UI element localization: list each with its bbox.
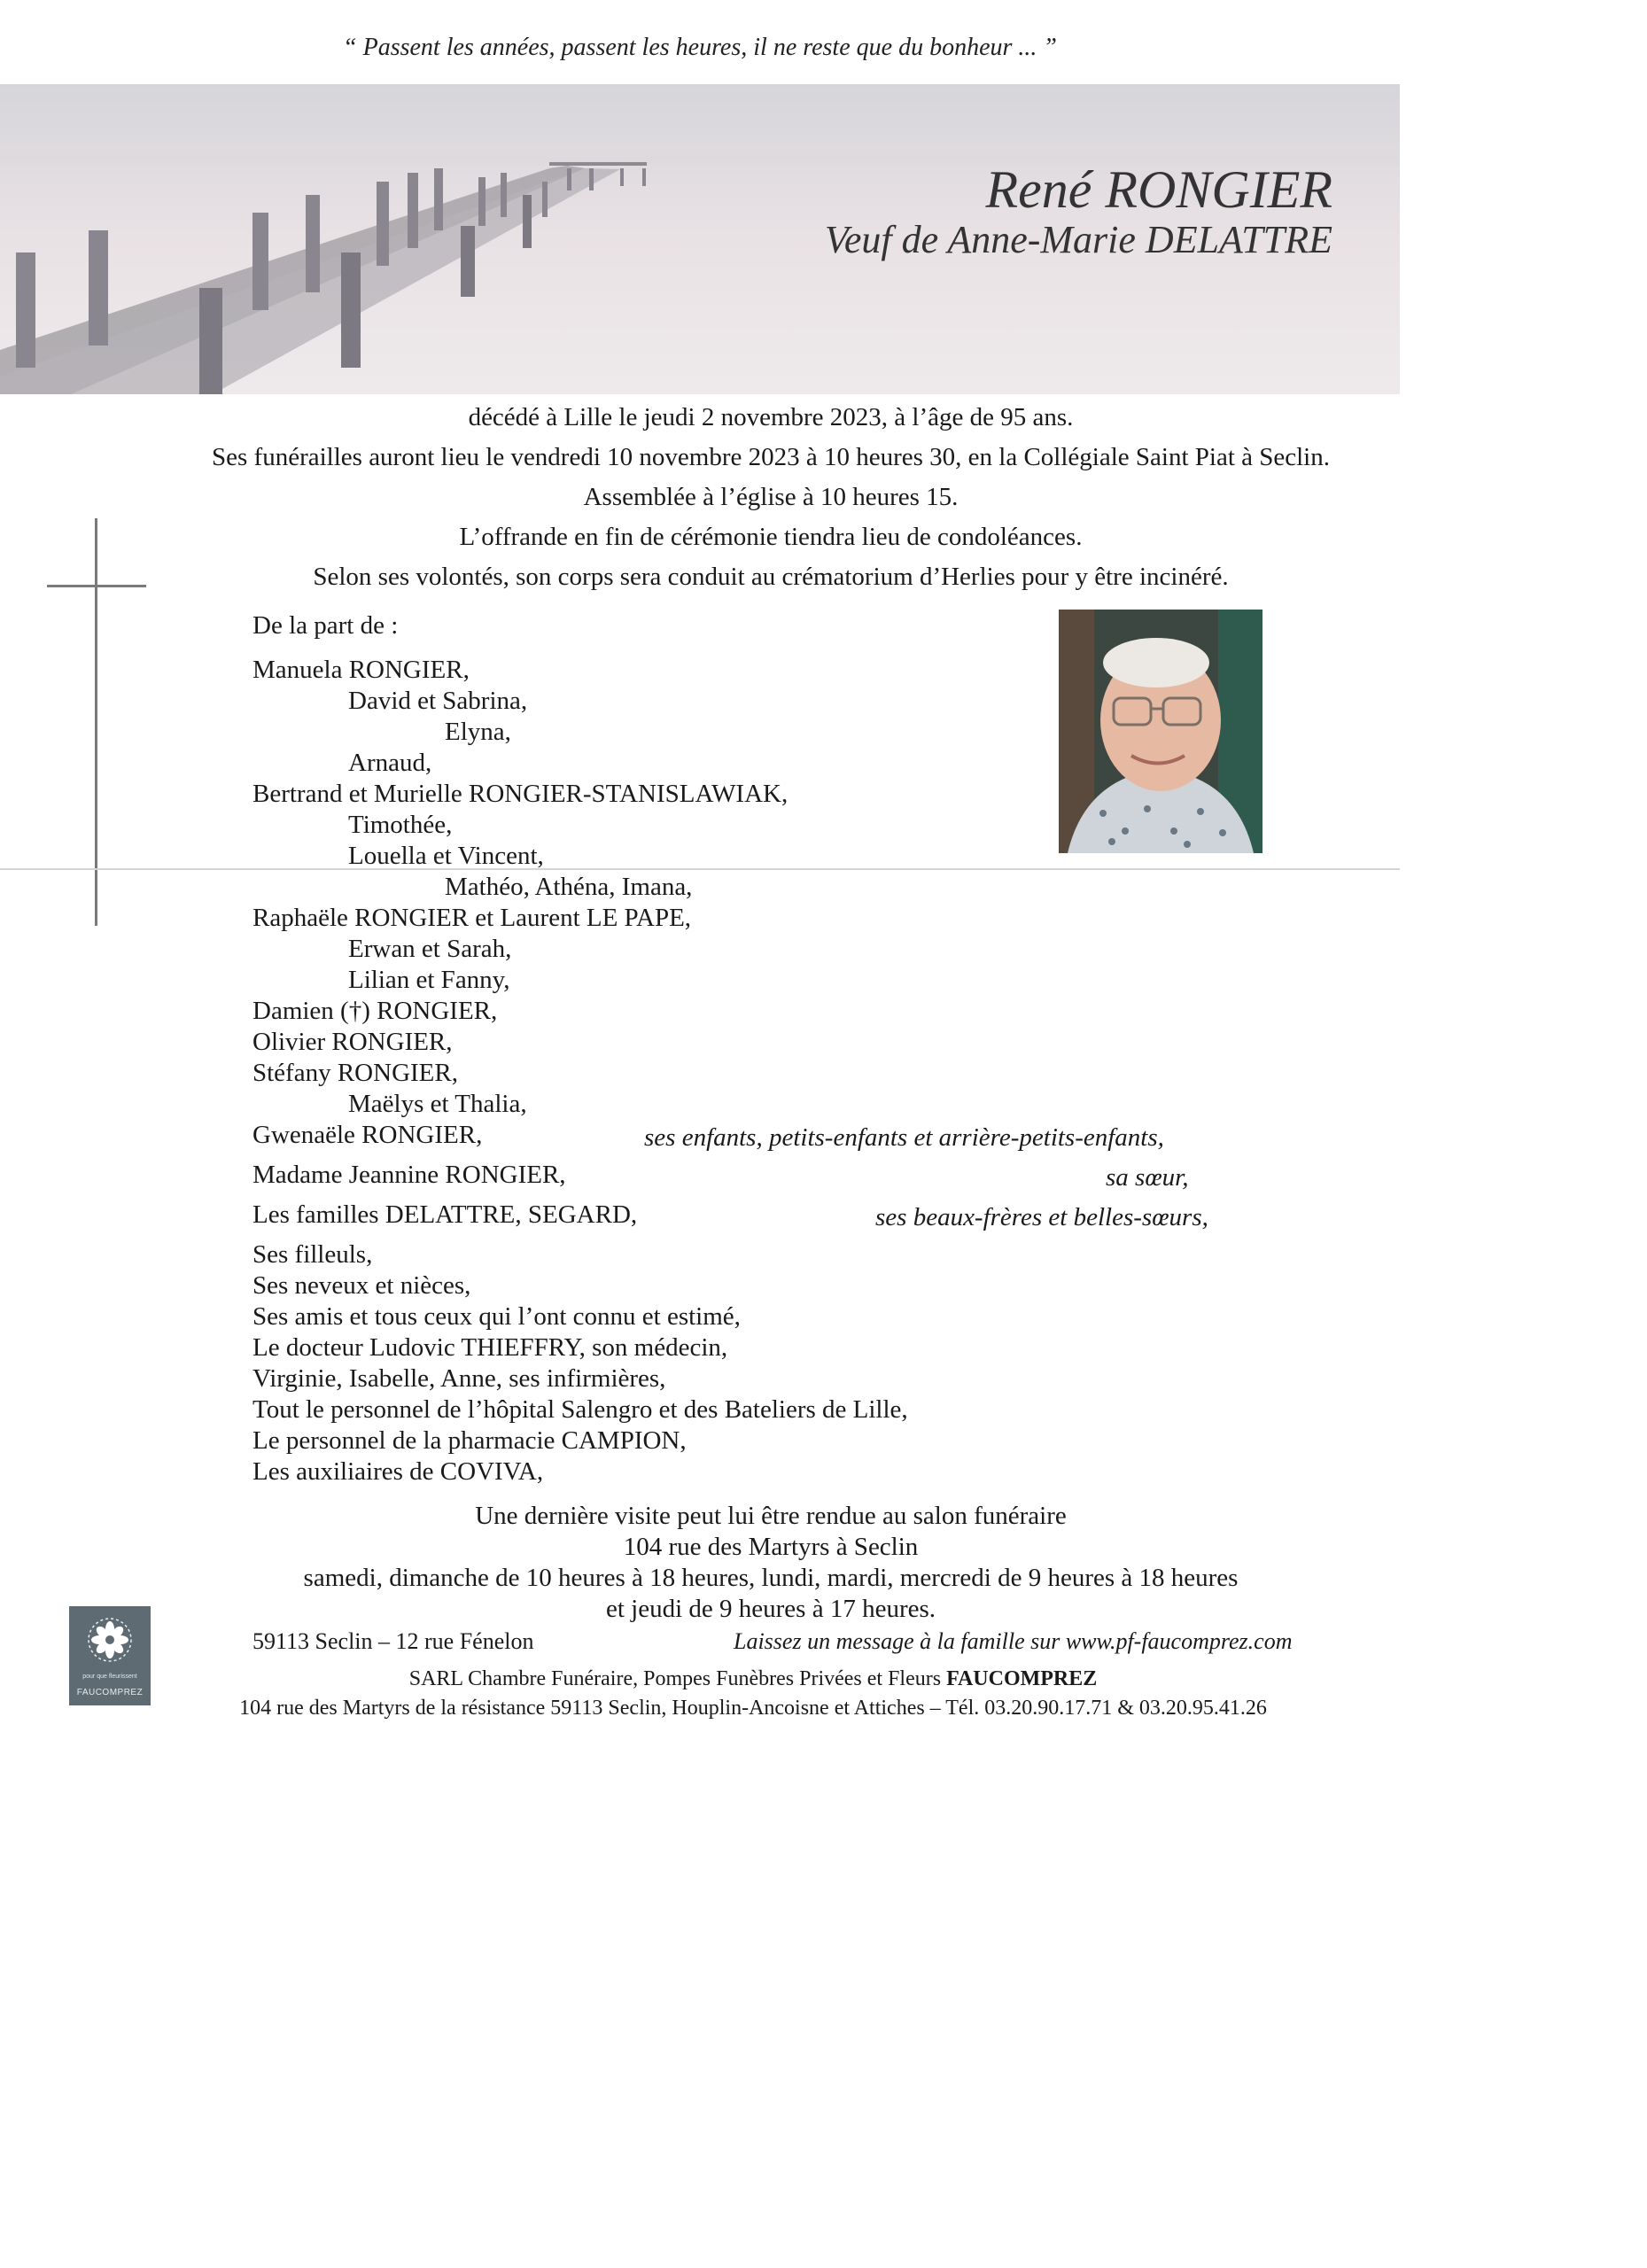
family-member: Elyna, — [445, 718, 511, 746]
deceased-name: René RONGIER — [985, 160, 1332, 219]
family-member: Olivier RONGIER, — [252, 1028, 453, 1056]
visit-hours: samedi, dimanche de 10 heures à 18 heures, lundi, mardi, mercredi de 9 heures à 18 heures — [303, 1564, 1239, 1592]
portrait-photo — [1059, 610, 1262, 853]
relation-name: Gwenaële RONGIER, — [252, 1121, 483, 1149]
visit-address: 104 rue des Martyrs à Seclin — [623, 1533, 919, 1561]
family-member: David et Sabrina, — [348, 687, 528, 715]
quote: “ Passent les années, passent les heures, il ne reste que du bonheur ... ” — [343, 34, 1057, 61]
other-mention: Ses neveux et nièces, — [252, 1271, 471, 1300]
relation-name: Madame Jeannine RONGIER, — [252, 1161, 566, 1189]
announcement-death: décédé à Lille le jeudi 2 novembre 2023, à l’âge de 95 ans. — [468, 403, 1074, 431]
from-label: De la part de : — [252, 611, 399, 640]
announcement-offering: L’offrande en fin de cérémonie tiendra lieu de condoléances. — [459, 523, 1083, 551]
logo-brand: FAUCOMPREZ — [76, 1688, 144, 1697]
family-member: Manuela RONGIER, — [252, 656, 470, 684]
other-mention: Les auxiliaires de COVIVA, — [252, 1457, 544, 1486]
widow-of: Veuf de Anne-Marie DELATTRE — [824, 218, 1332, 261]
announcement-cremation: Selon ses volontés, son corps sera conduit au crématorium d’Herlies pour y être incinéré. — [313, 563, 1229, 591]
family-member: Arnaud, — [348, 749, 432, 777]
logo-tagline: pour que fleurissent — [82, 1674, 137, 1680]
relation-role: ses enfants, petits-enfants et arrière-petits-enfants, — [644, 1123, 1164, 1152]
relation-role: ses beaux-frères et belles-sœurs, — [875, 1203, 1208, 1231]
family-member: Erwan et Sarah, — [348, 935, 512, 963]
family-member: Damien (†) RONGIER, — [252, 997, 498, 1025]
family-member: Maëlys et Thalia, — [348, 1090, 527, 1118]
cross-icon-vertical — [95, 518, 97, 926]
cross-icon-horizontal — [47, 585, 146, 587]
family-member: Timothée, — [348, 811, 453, 839]
other-mention: Ses filleuls, — [252, 1240, 373, 1269]
other-mention: Virginie, Isabelle, Anne, ses infirmières, — [252, 1364, 666, 1393]
footer-company — [53, 1667, 1453, 1691]
other-mention: Ses amis et tous ceux qui l’ont connu et estimé, — [252, 1302, 741, 1331]
family-member: Raphaële RONGIER et Laurent LE PAPE, — [252, 904, 692, 932]
family-member: Louella et Vincent, — [348, 842, 544, 870]
family-member: Lilian et Fanny, — [348, 966, 510, 994]
message-line: Laissez un message à la famille sur www.pf-faucomprez.com — [734, 1628, 1293, 1654]
family-member: Bertrand et Murielle RONGIER-STANISLAWIAK, — [252, 780, 789, 808]
flower-icon — [69, 1606, 151, 1677]
footer-contact: 104 rue des Martyrs de la résistance 59113 Seclin, Houplin-Ancoisne et Attiches – Tél. 03.20.90.17.71 & 03.20.95.41.26 — [239, 1697, 1267, 1720]
separator-line — [0, 868, 1400, 870]
other-mention: Tout le personnel de l’hôpital Salengro et des Bateliers de Lille, — [252, 1395, 908, 1424]
visit-hours-thursday: et jeudi de 9 heures à 17 heures. — [605, 1595, 936, 1623]
relation-role: sa sœur, — [1106, 1163, 1189, 1192]
relation-name: Les familles DELATTRE, SEGARD, — [252, 1200, 638, 1229]
address-line: 59113 Seclin – 12 rue Fénelon — [252, 1628, 534, 1654]
footer-company-prefix: SARL Chambre Funéraire, Pompes Funèbres Privées et Fleurs — [408, 1667, 942, 1690]
announcement-assembly: Assemblée à l’église à 10 heures 15. — [583, 483, 959, 511]
other-mention: Le docteur Ludovic THIEFFRY, son médecin, — [252, 1333, 728, 1362]
family-member: Mathéo, Athéna, Imana, — [445, 873, 693, 901]
family-member: Stéfany RONGIER, — [252, 1059, 458, 1087]
visit-info: Une dernière visite peut lui être rendue au salon funéraire — [475, 1502, 1067, 1530]
portrait-illustration — [1059, 610, 1262, 853]
footer-company-name: FAUCOMPREZ — [946, 1667, 1098, 1690]
other-mention: Le personnel de la pharmacie CAMPION, — [252, 1426, 687, 1455]
announcement-funeral: Ses funérailles auront lieu le vendredi 10 novembre 2023 à 10 heures 30, en la Collégiale Saint Piat à Seclin. — [212, 443, 1330, 471]
